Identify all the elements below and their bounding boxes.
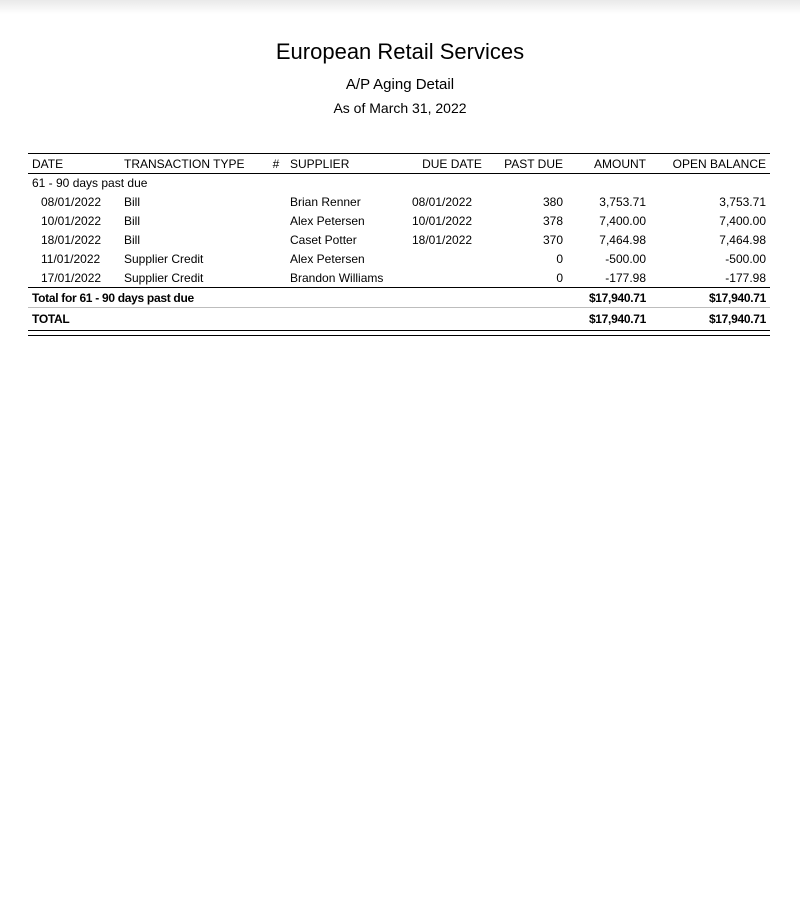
row-past-due: 0: [556, 251, 563, 266]
row-due-date: 10/01/2022: [412, 213, 473, 228]
grand-total-amount[interactable]: $17,940.71: [567, 308, 650, 331]
section-total-open-balance[interactable]: $17,940.71: [650, 288, 770, 308]
col-amount[interactable]: AMOUNT: [567, 154, 650, 174]
section-total-label: Total for 61 - 90 days past due: [28, 288, 567, 308]
row-date: 17/01/2022: [41, 270, 102, 285]
table-row: [28, 192, 770, 211]
section-header-row: [28, 174, 770, 193]
row-amount[interactable]: 3,753.71: [599, 194, 646, 209]
row-transaction-type[interactable]: Bill: [124, 194, 141, 209]
row-due-date: [408, 249, 496, 268]
row-number: [266, 211, 286, 230]
row-supplier: Alex Petersen: [290, 251, 365, 266]
table-row: [28, 249, 770, 268]
col-date[interactable]: DATE: [28, 154, 120, 174]
aging-table-container: [28, 153, 770, 336]
report-title: A/P Aging Detail: [345, 76, 455, 93]
row-open-balance[interactable]: -177.98: [725, 270, 766, 285]
table-row: [28, 211, 770, 230]
row-transaction-type[interactable]: Bill: [124, 232, 141, 247]
row-past-due: 0: [556, 270, 563, 285]
col-supplier[interactable]: SUPPLIER: [286, 154, 408, 174]
col-past-due[interactable]: PAST DUE: [496, 154, 567, 174]
row-past-due: 370: [542, 232, 563, 247]
row-date: 08/01/2022: [41, 194, 102, 209]
row-supplier: Brian Renner: [290, 194, 361, 209]
row-date: 10/01/2022: [41, 213, 102, 228]
grand-total-double-rule: [28, 330, 770, 336]
table-row: [28, 268, 770, 288]
row-date: 18/01/2022: [41, 232, 102, 247]
grand-total-row: [28, 308, 770, 331]
row-supplier: Brandon Williams: [290, 270, 384, 285]
section-total-row: [28, 288, 770, 308]
table-row: [28, 230, 770, 249]
company-name: European Retail Services: [275, 39, 525, 64]
page-top-shadow: [0, 0, 800, 14]
section-label[interactable]: 61 - 90 days past due: [32, 176, 148, 190]
col-transaction-type[interactable]: TRANSACTION TYPE: [120, 154, 266, 174]
row-past-due: 378: [542, 213, 563, 228]
row-due-date: 18/01/2022: [412, 232, 473, 247]
row-open-balance[interactable]: 7,400.00: [719, 213, 766, 228]
row-open-balance[interactable]: 3,753.71: [719, 194, 766, 209]
row-supplier: Alex Petersen: [290, 213, 365, 228]
row-number: [266, 192, 286, 211]
grand-total-open-balance[interactable]: $17,940.71: [650, 308, 770, 331]
row-past-due: 380: [542, 194, 563, 209]
row-amount[interactable]: -177.98: [605, 270, 646, 285]
row-amount[interactable]: 7,464.98: [599, 232, 646, 247]
grand-total-label: TOTAL: [28, 308, 567, 331]
report-header: [0, 38, 800, 117]
row-supplier: Caset Potter: [290, 232, 357, 247]
row-open-balance[interactable]: -500.00: [725, 251, 766, 266]
row-number: [266, 249, 286, 268]
row-amount[interactable]: 7,400.00: [599, 213, 646, 228]
row-transaction-type[interactable]: Bill: [124, 213, 141, 228]
col-number[interactable]: #: [266, 154, 286, 174]
col-due-date[interactable]: DUE DATE: [408, 154, 496, 174]
row-date: 11/01/2022: [41, 251, 101, 266]
row-amount[interactable]: -500.00: [605, 251, 646, 266]
section-total-amount[interactable]: $17,940.71: [567, 288, 650, 308]
row-due-date: [408, 268, 496, 288]
aging-table: [28, 154, 770, 330]
row-open-balance[interactable]: 7,464.98: [719, 232, 766, 247]
table-header-row: [28, 154, 770, 174]
col-open-balance[interactable]: OPEN BALANCE: [650, 154, 770, 174]
report-date: As of March 31, 2022: [333, 100, 467, 116]
row-due-date: 08/01/2022: [412, 194, 473, 209]
row-transaction-type[interactable]: Supplier Credit: [124, 270, 204, 285]
row-transaction-type[interactable]: Supplier Credit: [124, 251, 204, 266]
row-number: [266, 268, 286, 288]
row-number: [266, 230, 286, 249]
